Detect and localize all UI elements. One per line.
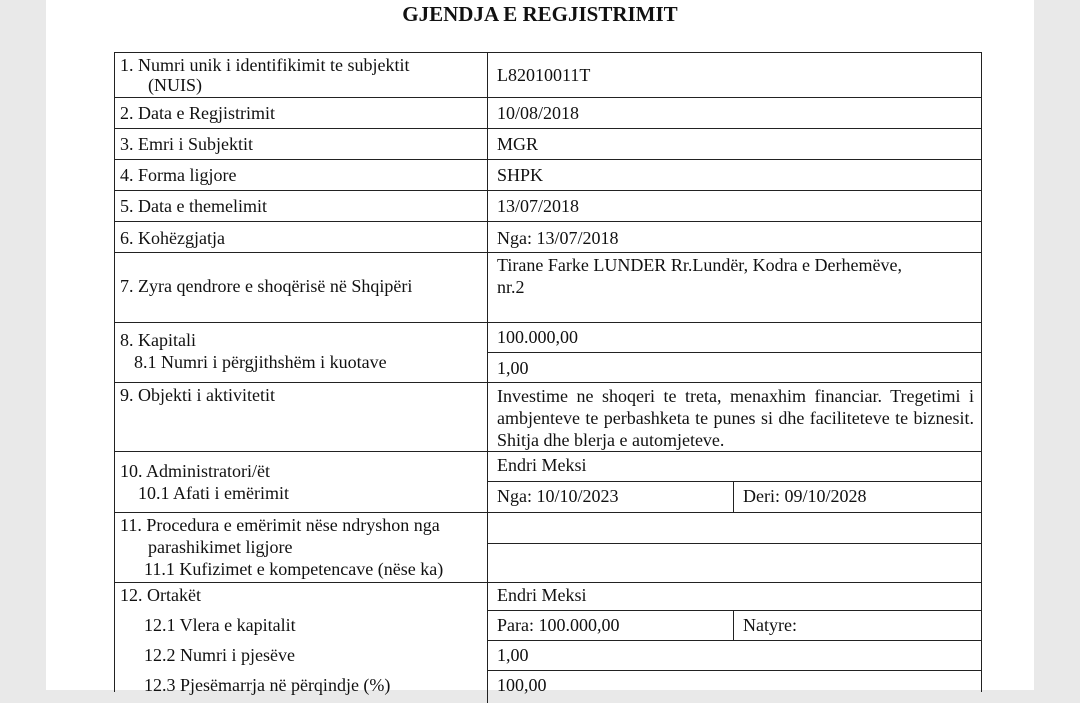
legal-form-value: SHPK <box>497 165 544 185</box>
activity-value: Investime ne shoqeri te treta, menaxhim financiar. Tregetimi i ambjenteve te perbashketa te punes si dhe faciliteteve te biznesit. Shitja dhe blerja e automjeteve. <box>497 386 974 450</box>
headquarters-value-cont: nr.2 <box>497 277 525 297</box>
duration-label: 6. Kohëzgjatja <box>120 228 225 248</box>
headquarters-label: 7. Zyra qendrore e shoqërisë në Shqipëri <box>120 276 413 296</box>
row-activity <box>114 383 982 452</box>
row-headquarters <box>114 253 982 323</box>
administrators-label: 10. Administratori/ët <box>120 461 270 481</box>
partner-capital-nature: Natyre: <box>743 615 797 635</box>
procedure-label-cont: parashikimet ligjore <box>148 537 293 557</box>
partners-label: 12. Ortakët <box>120 585 201 605</box>
procedure-label: 11. Procedura e emërimit nëse ndryshon nga <box>120 515 440 535</box>
row-registration-date <box>114 98 982 129</box>
partner-capital-value: Para: 100.000,00 <box>497 615 620 635</box>
legal-form-label: 4. Forma ligjore <box>120 165 237 185</box>
row-subject-name <box>114 129 982 160</box>
row-duration <box>114 222 982 253</box>
participation-percent-label: 12.3 Pjesëmarrja në përqindje (%) <box>144 675 391 695</box>
row-capital <box>114 323 982 383</box>
shares-count-label: 12.2 Numri i pjesëve <box>144 645 295 665</box>
capital-label: 8. Kapitali <box>120 330 196 350</box>
partner-name: Endri Meksi <box>497 585 587 605</box>
competence-limits-label: 11.1 Kufizimet e kompetencave (nëse ka) <box>144 559 444 579</box>
quota-count-label: 8.1 Numri i përgjithshëm i kuotave <box>134 352 387 372</box>
partner-percent-value: 100,00 <box>497 675 547 695</box>
quota-count-value: 1,00 <box>497 358 529 378</box>
appointment-term-label: 10.1 Afati i emërimit <box>138 483 289 503</box>
term-to: Deri: 09/10/2028 <box>743 486 867 506</box>
registration-table <box>114 52 982 703</box>
capital-value: 100.000,00 <box>497 327 578 347</box>
activity-label: 9. Objekti i aktivitetit <box>120 385 275 405</box>
capital-value-label: 12.1 Vlera e kapitalit <box>144 615 296 635</box>
administrator-name: Endri Meksi <box>497 455 587 475</box>
term-from: Nga: 10/10/2023 <box>497 486 619 506</box>
registration-date-value: 10/08/2018 <box>497 103 580 123</box>
document-title: GJENDJA E REGJISTRIMIT <box>402 2 678 26</box>
nuis-label-cont: (NUIS) <box>148 75 202 95</box>
row-partners <box>114 583 982 703</box>
nuis-value: L82010011T <box>497 65 591 85</box>
registration-date-label: 2. Data e Regjistrimit <box>120 103 275 123</box>
duration-value: Nga: 13/07/2018 <box>497 228 619 248</box>
nuis-label: 1. Numri unik i identifikimit te subjektit <box>120 55 410 75</box>
founding-date-label: 5. Data e themelimit <box>120 196 267 216</box>
headquarters-value: Tirane Farke LUNDER Rr.Lundër, Kodra e Derhemëve, <box>497 255 902 275</box>
partner-shares-value: 1,00 <box>497 645 529 665</box>
document-page <box>46 0 1034 695</box>
subject-name-label: 3. Emri i Subjektit <box>120 134 253 154</box>
subject-name-value: MGR <box>497 134 539 154</box>
row-legal-form <box>114 160 982 191</box>
founding-date-value: 13/07/2018 <box>497 196 580 216</box>
row-nuis <box>114 52 982 98</box>
row-founding-date <box>114 191 982 222</box>
row-appointment-procedure <box>114 513 982 583</box>
row-administrators <box>114 452 982 513</box>
